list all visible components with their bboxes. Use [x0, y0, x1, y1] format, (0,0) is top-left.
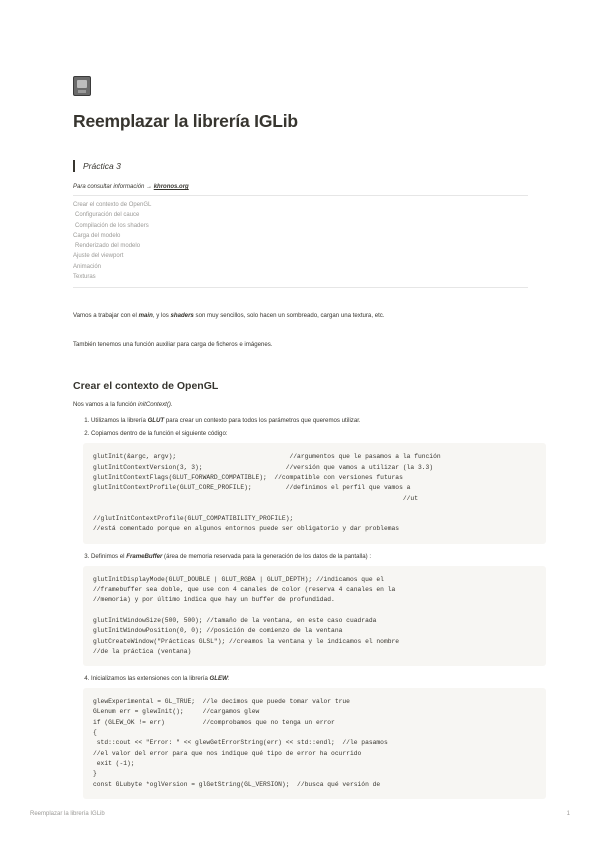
code-line: //el valor del error para que nos indique qué tipo de error ha ocurrido — [93, 749, 362, 757]
text-run-bold: shaders — [170, 312, 194, 320]
text-run-bold: GLUT — [147, 417, 165, 425]
text-run-bold: GLEW — [209, 675, 228, 683]
toc-item-carga[interactable]: Carga del modelo — [73, 232, 121, 239]
text-run: : — [227, 675, 230, 683]
code-line: glutInitWindowPosition(0, 0); //posición de comienzo de la ventana — [93, 627, 343, 635]
page-number: 1 — [566, 811, 570, 817]
code-line: glutInitContextProfile(GLUT_CORE_PROFILE); //definimos el perfil que vamos a — [93, 484, 411, 492]
toc-item-renderizado[interactable]: Renderizado del modelo — [75, 243, 141, 250]
step-3 — [91, 553, 528, 666]
code-line: glutInitWindowSize(500, 500); //tamaño de la ventana, en este caso cuadrada — [93, 616, 377, 624]
code-line: glutInitDisplayMode(GLUT_DOUBLE | GLUT_RGBA | GLUT_DEPTH); //indicamos que el — [93, 575, 384, 583]
callout-text: Práctica 3 — [83, 161, 121, 171]
code-line: //de la práctica (ventana) — [93, 647, 192, 655]
toc-item-shaders[interactable]: Compilación de los shaders — [75, 222, 149, 229]
code-line: glutInitContextVersion(3, 3); //versión que vamos a utilizar (la 3.3) — [93, 463, 434, 471]
step-4 — [91, 675, 528, 799]
code-line: exit (-1); — [93, 759, 135, 767]
code-line: glewExperimental = GL_TRUE; //le decimos que puede tomar valor true — [93, 698, 350, 706]
text-run-bold: main — [138, 312, 153, 320]
step-2 — [91, 430, 528, 543]
page-footer — [30, 811, 570, 817]
text-run: . — [170, 401, 173, 409]
text-run: Inicializamos las extensiones con la librería — [91, 675, 210, 683]
code-line: //glutInitContextProfile(GLUT_COMPATIBILITY_PROFILE); — [93, 515, 294, 523]
step-1 — [91, 417, 528, 424]
info-prefix: Para consultar información → — [73, 184, 153, 190]
table-of-contents — [73, 200, 528, 282]
code-line: glutInit(&argc, argv); //argumentos que le pasamos a la función — [93, 453, 441, 461]
toc-item-texturas[interactable]: Texturas — [73, 274, 96, 281]
text-run: Nos vamos a la función — [73, 401, 139, 409]
toc-item-cauce[interactable]: Configuración del cauce — [75, 212, 140, 219]
document-page — [73, 76, 528, 808]
steps-list — [73, 417, 528, 798]
code-line: glutCreateWindow("Prácticas GLSL"); //creamos la ventana y le indicamos el nombre — [93, 637, 400, 645]
section-intro — [73, 401, 528, 408]
code-line: //ut — [93, 494, 418, 502]
text-run: (área de memoria reservada para la generación de los datos de la pantalla) : — [162, 552, 372, 560]
toc-item-contexto[interactable]: Crear el contexto de OpenGL — [73, 202, 152, 208]
step-text: Copiamos dentro de la función el siguiente código: — [91, 430, 228, 438]
code-block[interactable] — [83, 688, 546, 799]
code-line: if (GLEW_OK != err) //comprobamos que no tenga un error — [93, 718, 335, 726]
code-line — [93, 606, 546, 616]
text-run: Utilizamos la librería — [91, 417, 148, 425]
callout-quote — [73, 160, 528, 172]
divider — [73, 195, 528, 196]
helper-paragraph: También tenemos una función auxiliar para carga de ficheros e imágenes. — [73, 341, 273, 349]
intro-paragraph — [73, 312, 528, 319]
footer-title: Reemplazar la librería IGLib — [30, 811, 105, 817]
code-line: } — [93, 770, 97, 778]
code-line — [93, 504, 546, 514]
toc-item-viewport[interactable]: Ajuste del viewport — [73, 253, 124, 260]
text-run: son muy sencillos, solo hacen un sombreado, cargan una textura, etc. — [193, 312, 385, 320]
code-line: GLenum err = glewInit(); //cargamos glew — [93, 708, 260, 716]
page-title: Reemplazar la librería IGLib — [73, 111, 298, 131]
text-run-italic: initContext() — [138, 401, 171, 409]
code-line: //memoria) y por último indica que hay un buffer de profundidad. — [93, 596, 335, 604]
code-line: //está comentado porque en algunos entornos puede ser obligatorio y dar problemas — [93, 525, 400, 533]
text-run: , y los — [152, 312, 171, 320]
text-run: para crear un contexto para todos los parámetros que queremos utilizar. — [164, 417, 361, 425]
section-heading: Crear el contexto de OpenGL — [73, 380, 219, 393]
info-line — [73, 184, 528, 190]
code-block[interactable] — [83, 566, 546, 666]
code-line: std::cout << "Error: " << glewGetErrorString(err) << std::endl; //le pasamos — [93, 739, 388, 747]
code-line: const GLubyte *oglVersion = glGetString(GL_VERSION); //busca qué versión de — [93, 780, 381, 788]
book-icon — [73, 76, 91, 96]
code-block[interactable] — [83, 443, 546, 543]
text-run-bold: FrameBuffer — [126, 552, 163, 560]
code-line: glutInitContextFlags(GLUT_FORWARD_COMPATIBLE); //compatible con versiones futuras — [93, 473, 403, 481]
code-line: { — [93, 729, 97, 737]
code-line: //framebuffer sea doble, que use con 4 canales de color (reserva 4 canales en la — [93, 586, 396, 594]
toc-item-animacion[interactable]: Animación — [73, 263, 102, 270]
text-run: Definimos el — [91, 552, 127, 560]
text-run: Vamos a trabajar con el — [73, 312, 139, 320]
khronos-link[interactable]: khronos.org — [153, 184, 189, 190]
divider — [73, 287, 528, 288]
